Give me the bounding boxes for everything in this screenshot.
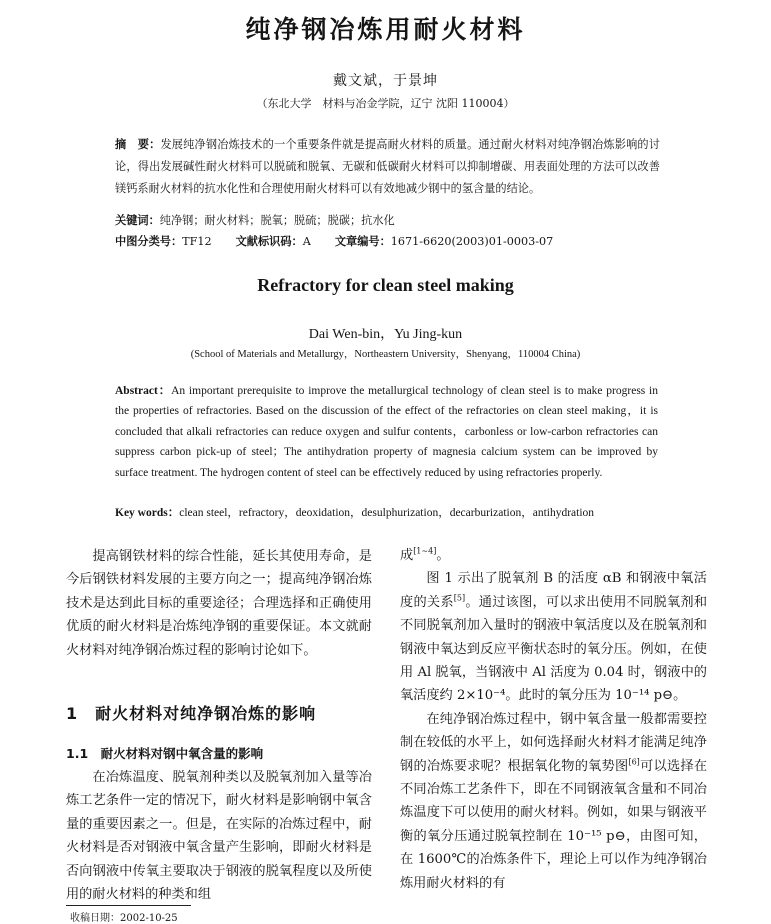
section-1-1-paragraph: 在冶炼温度、脱氧剂种类以及脱氧剂加入量等冶炼工艺条件一定的情况下，耐火材料是影响钢中氧含量的重要因素之一。但是，在实际的冶炼过程中，耐火材料是否对钢液中氧含量产生影响，即耐火材料是否向钢液中传氧主要取决于钢液的脱氧程度以及所使用的耐火材料的种类和组	[66, 770, 372, 903]
keywords-label: 关键词：	[115, 214, 160, 227]
intro-paragraph: 提高钢铁材料的综合性能，延长其使用寿命，是今后钢铁材料发展的主要方向之一；提高纯净钢冶炼技术是达到此目标的重要途径；合理选择和正确使用优质的耐火材料是冶炼纯净钢的重要保证。本文就耐火材料对纯净钢冶炼过程的影响讨论如下。	[66, 549, 372, 658]
citation-5: [5]	[453, 593, 466, 603]
section-1-1-heading: 1.1 耐火材料对钢中氧含量的影响	[66, 746, 264, 761]
english-affiliation: (School of Materials and Metallurgy，Northeastern University，Shenyang，110004 China)	[190, 349, 581, 360]
oxygen-text-b: 可以选择在不同冶炼工艺条件下，即在不同钢液氧含量和不同冶炼温度下可以使用的耐火材料。例如，如果与钢液平衡的氧分压通过脱氧控制在 10⁻¹⁵ p⊖，由图可知，在 1600℃的冶炼条件下，理论上可以作为纯净钢冶炼用耐火材料的有	[400, 758, 708, 891]
section-1-heading: 1 耐火材料对纯净钢冶炼的影响	[66, 704, 317, 723]
clc-label: 中图分类号：	[115, 235, 183, 248]
english-authors: Dai Wen-bin，Yu Jing-kun	[308, 327, 463, 342]
authors: 戴文斌，于景坤	[333, 73, 438, 89]
footnote-divider	[66, 905, 191, 906]
doc-code-value: A	[302, 235, 311, 248]
affiliation: （东北大学 材料与冶金学院，辽宁 沈阳 110004）	[256, 97, 515, 110]
english-abstract-label: Abstract：	[115, 385, 172, 397]
article-number-label: 文章编号：	[334, 235, 391, 248]
continued-end: 。	[436, 548, 450, 563]
citation-1-4: [1~4]	[413, 546, 437, 556]
right-column	[400, 544, 707, 895]
english-keywords-label: Key words：	[115, 507, 180, 519]
oxygen-potential-paragraph	[400, 708, 707, 895]
figure-1-text-b: 。通过该图，可以求出使用不同脱氧剂和不同脱氧剂加入量时的钢液中氧活度以及在脱氧剂和钢液中氧达到反应平衡状态时的氧分压。例如，在使用 Al 脱氧，当钢液中 Al 活度为 0.04 时，钢液中的氧活度约 2×10⁻⁴。此时的氧分压为 10⁻¹⁴ p⊖。	[400, 594, 708, 704]
english-abstract	[115, 381, 658, 483]
chinese-keywords	[115, 212, 675, 230]
english-keywords	[115, 503, 675, 523]
classification-line	[115, 233, 675, 251]
english-title: Refractory for clean steel making	[257, 275, 514, 295]
article-number-value: 1671-6620(2003)01-0003-07	[390, 235, 554, 248]
clc-value: TF12	[182, 235, 212, 248]
english-abstract-text: An important prerequisite to improve the metallurgical technology of clean steel is to make progress in the properties of refractories. Based on the discussion of the effect of the refractories on clean steel making，it is concluded that alkali refractories can reduce oxygen and sulfur contents，carbonless or low-carbon refractories can suppress carbon pick-up of steel；The antihydration property of magnesia calcium system can be improved by surface treatment. The hydrogen content of steel can be effectively reduced by using refractories properly.	[115, 385, 658, 479]
continued-paragraph	[400, 544, 707, 567]
citation-6: [6]	[628, 757, 640, 767]
figure-1-text-a: 图 1 示出了脱氧剂 B 的活度 αB 和钢液中氧活度的关系	[400, 571, 707, 610]
english-keywords-text: clean steel，refractory，deoxidation，desulphurization，decarburization，antihydration	[179, 507, 595, 519]
chinese-abstract	[115, 134, 660, 200]
received-date-footnote: 收稿日期：2002-10-25	[70, 913, 178, 924]
continued-text: 成	[400, 548, 414, 563]
paper-title: 纯净钢冶炼用耐火材料	[245, 15, 526, 44]
oxygen-text-a: 在纯净钢冶炼过程中，钢中氧含量一般都需要控制在较低的水平上，如何选择耐火材料才能满足纯净钢的冶炼要求呢？根据氧化物的氧势图	[400, 711, 707, 774]
abstract-text: 发展纯净钢冶炼技术的一个重要条件就是提高耐火材料的质量。通过耐火材料对纯净钢冶炼影响的讨论，得出发展碱性耐火材料可以脱硫和脱氧、无碳和低碳耐火材料可以抑制增碳、用表面处理的方法可以改善镁钙系耐火材料的抗水化性和合理使用耐火材料可以有效地减少钢中的氢含量的结论。	[115, 138, 660, 195]
keywords-text: 纯净钢；耐火材料；脱氧；脱硫；脱碳；抗水化	[159, 214, 395, 227]
left-column-intro	[66, 545, 372, 662]
left-column-body	[66, 766, 372, 906]
abstract-label: 摘 要：	[115, 138, 161, 151]
figure-1-paragraph	[400, 567, 707, 707]
doc-code-label: 文献标识码：	[235, 235, 303, 248]
